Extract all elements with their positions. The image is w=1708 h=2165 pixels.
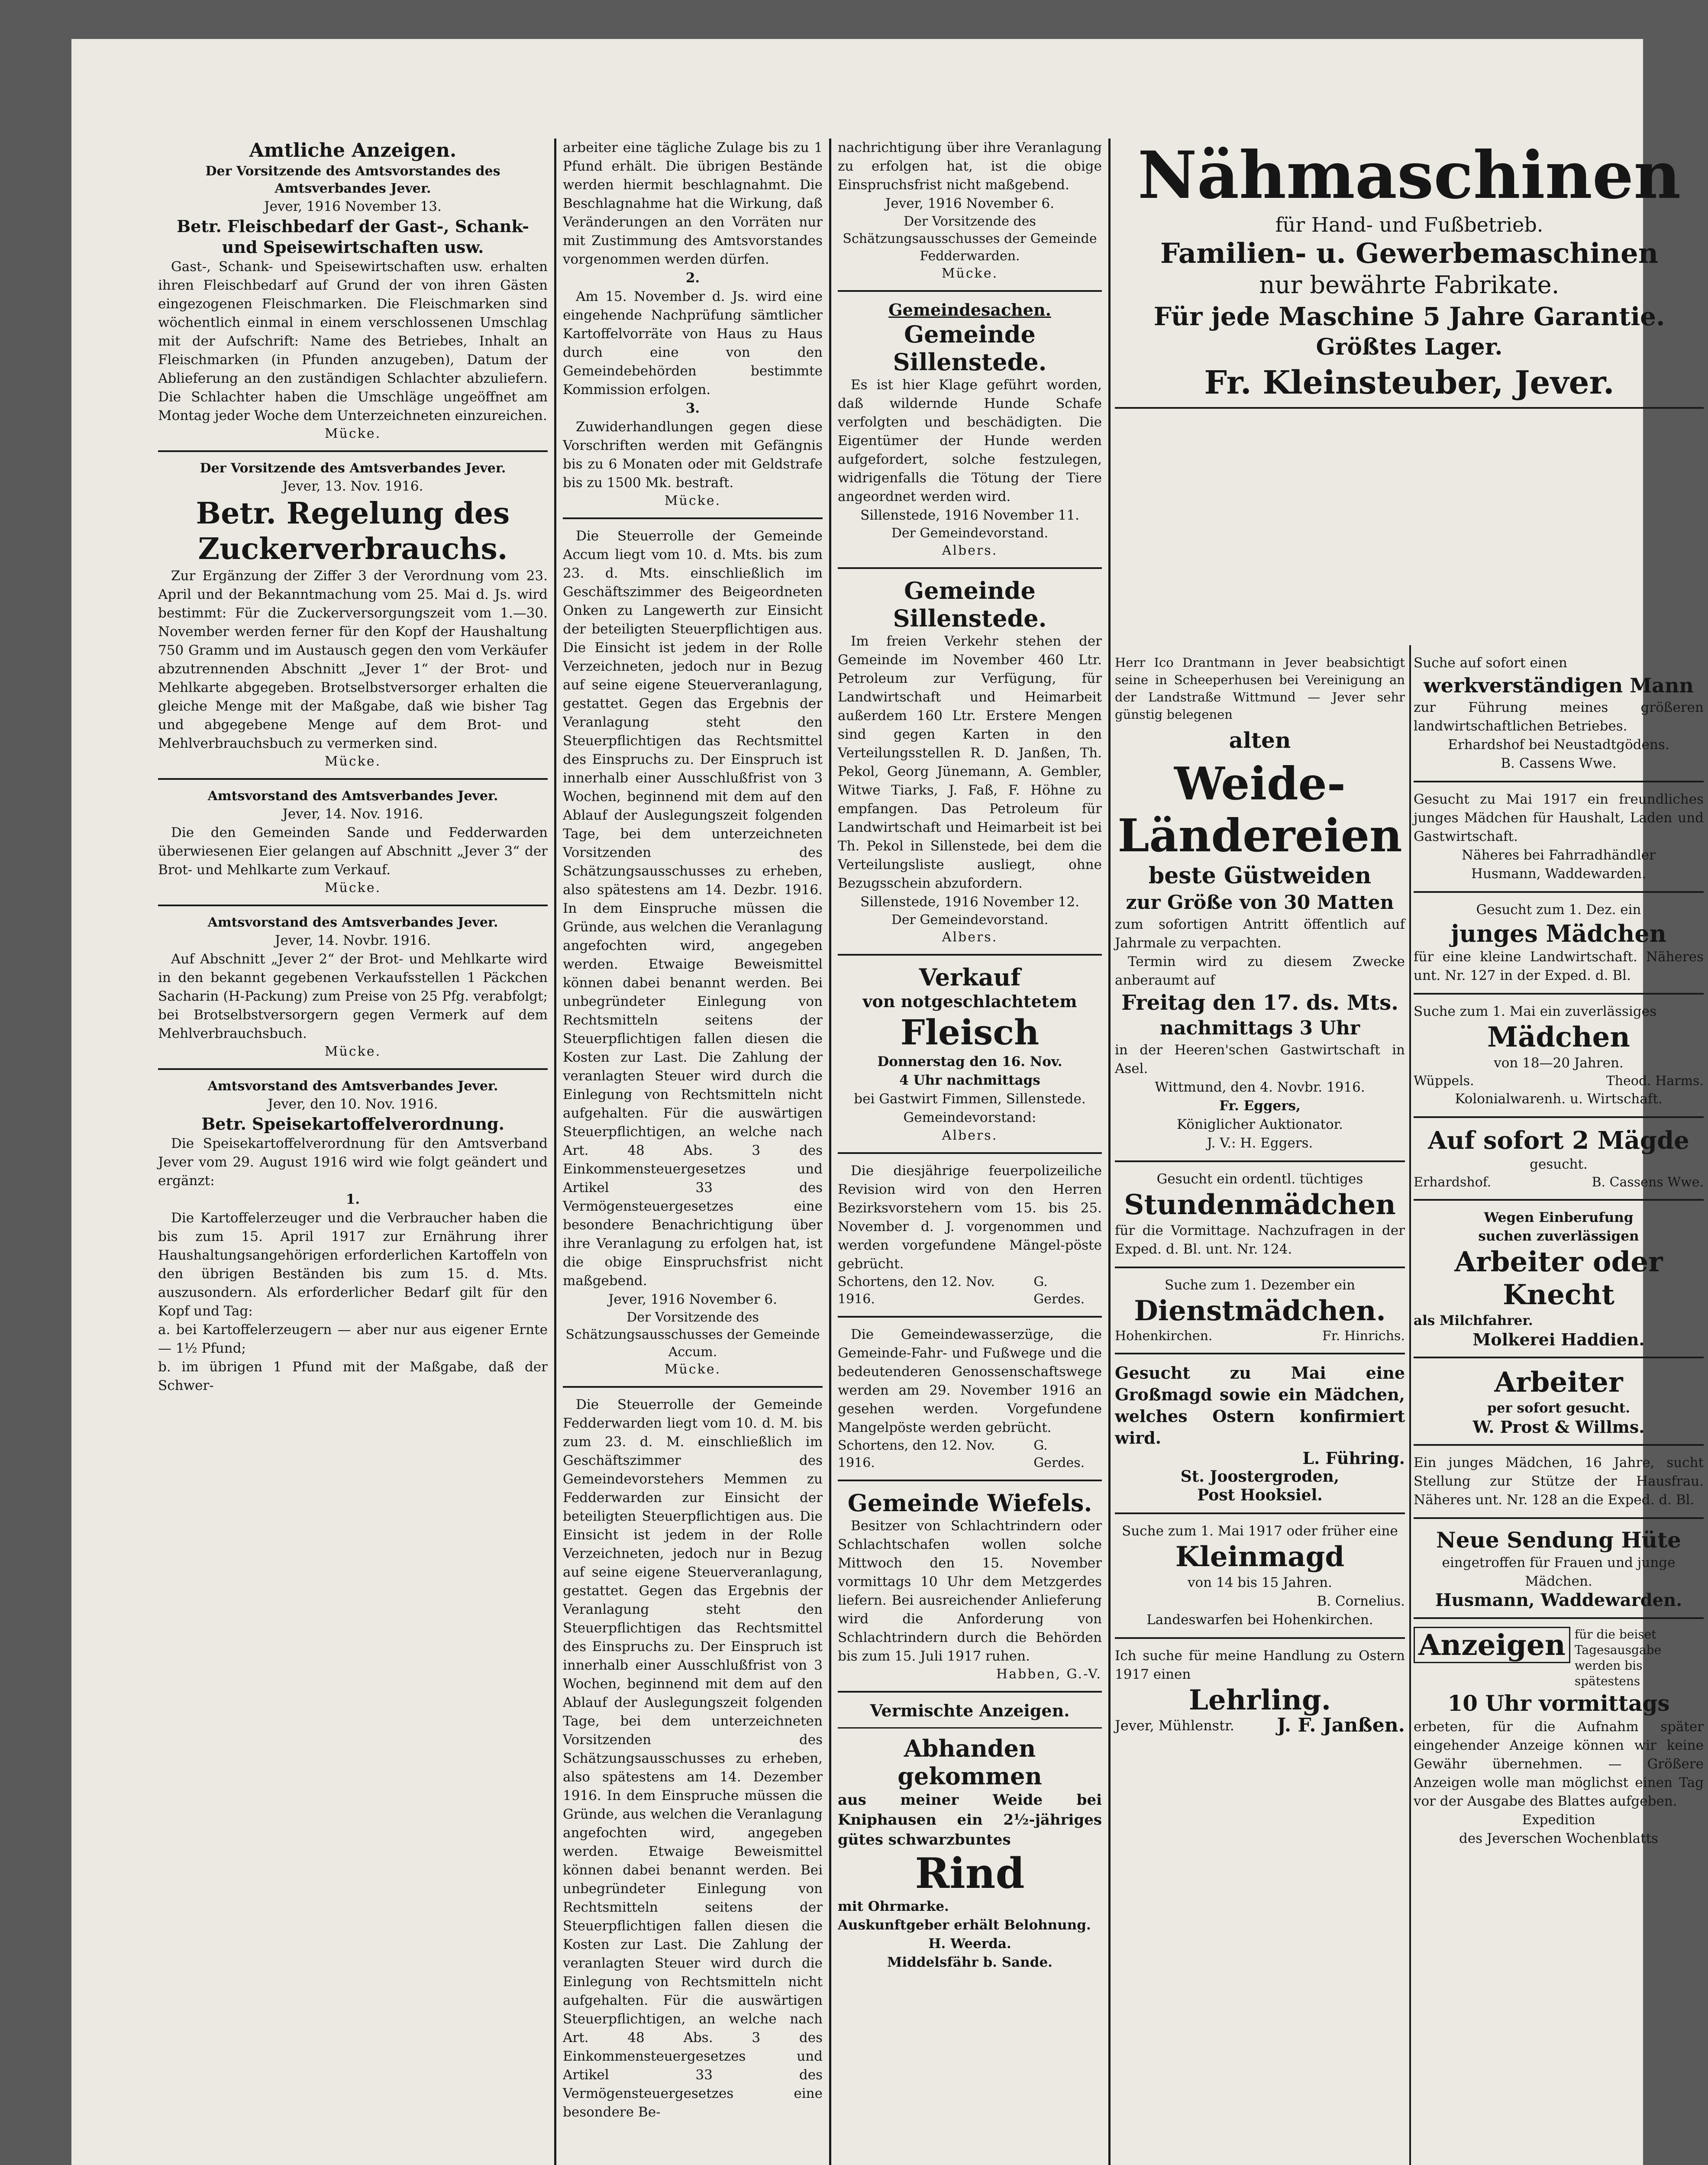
ad-name: L. Führing.: [1302, 1448, 1405, 1468]
notice-signature: Mücke.: [941, 266, 998, 281]
ad-headline: Für jede Maschine 5 Jahre Garantie.: [1153, 302, 1665, 331]
ad-body: in der Heeren'schen Gastwirtschaft in Asel.: [1115, 1042, 1405, 1076]
divider: [158, 778, 548, 780]
column-rule: [1108, 139, 1111, 2165]
ad-firm: Fr. Kleinsteuber, Jever.: [1204, 364, 1614, 401]
notice-dateline: Schortens, den 12. Nov. 1916.: [838, 1274, 995, 1307]
ad-big: werkverständigen Mann: [1424, 674, 1694, 697]
ad-place: Wüppels.: [1414, 1073, 1474, 1089]
ad-headline: Familien- u. Gewerbemaschinen: [1160, 237, 1659, 270]
ad-big: Ländereien: [1117, 809, 1402, 862]
notice-issuer: Der Gemeindevorstand.: [891, 526, 1049, 541]
ad-big: Stundenmädchen: [1124, 1189, 1396, 1221]
divider: [158, 450, 548, 452]
ad-column-rule: [1409, 645, 1411, 2165]
divider: [1414, 1517, 1704, 1519]
notice-issuer: Amtsvorstand des Amtsverbandes Jever.: [207, 915, 498, 930]
notice-body: arbeiter eine tägliche Zulage bis zu 1 Pfund erhält. Die übrigen Bestände werden hiermit beschlagnahmt. Die Beschlagnahme hat die Wirkung, daß Veränderungen an den Vorräten nur mit Zustimmung des Amtsvorstandes vorgenommen werden dürfen.: [563, 140, 823, 267]
ad-when: Donnerstag den 16. Nov.: [877, 1054, 1062, 1070]
notice-body: Zuwiderhandlungen gegen diese Vorschriften werden mit Gefängnis bis zu 6 Monaten oder mit Geldstrafe bis zu 1500 Mk. bestraft.: [563, 419, 823, 491]
divider: [1414, 1357, 1704, 1358]
newspaper-page: [71, 39, 1704, 2165]
ad-name: B. Cornelius.: [1317, 1593, 1405, 1609]
ad-name: Theod. Harms.: [1606, 1073, 1704, 1089]
divider: [838, 1316, 1102, 1318]
ad-dateline: Wittmund, den 4. Novbr. 1916.: [1155, 1079, 1365, 1095]
notice-issuer: Der Vorsitzende des Amtsvorstandes des Amtsverbandes Jever.: [205, 164, 500, 196]
ad-column-left: [1115, 654, 1405, 1734]
ad-body: Ein junges Mädchen, 16 Jahre, sucht Stellung zur Stütze der Hausfrau. Näheres unt. Nr. 128 an die Exped. d. Bl.: [1414, 1455, 1704, 1508]
ad-deadline-head: [1414, 1627, 1704, 1689]
divider: [1414, 1617, 1704, 1619]
notice-signature: Mücke.: [664, 1362, 721, 1377]
notice-signature: Mücke.: [324, 754, 381, 769]
ad-footer: [1115, 1714, 1405, 1736]
ad-body: von 14 bis 15 Jahren.: [1188, 1575, 1332, 1590]
ad-footer: [1414, 1174, 1704, 1191]
divider: [158, 905, 548, 906]
section-title-official: Amtliche Anzeigen.: [249, 139, 457, 162]
ad-headline: 10 Uhr vormittags: [1447, 1690, 1670, 1716]
notice-dateline: Jever, 1916 November 13.: [264, 199, 442, 214]
ad-name: Fr. Hinrichs.: [1322, 1328, 1405, 1344]
ad-intro: Gesucht ein ordentl. tüchtiges: [1156, 1171, 1363, 1187]
notice-issuer: Amtsvorstand des Amtsverbandes Jever.: [207, 1079, 498, 1094]
dateline-row: [838, 1273, 1102, 1308]
notice-title: Betr. Fleischbedarf der Gast-, Schank- und Speisewirtschaften usw.: [177, 216, 529, 257]
divider: [1115, 407, 1704, 409]
ad-name: W. Prost & Willms.: [1472, 1417, 1645, 1437]
divider: [838, 1152, 1102, 1154]
ad-name: J. V.: H. Eggers.: [1207, 1135, 1313, 1151]
divider: [838, 567, 1102, 569]
notice-signature: Habben, G.-V.: [996, 1667, 1102, 1682]
notice-dateline: Jever, den 10. Nov. 1916.: [268, 1096, 438, 1112]
ad-body: Termin wird zu diesem Zwecke anberaumt auf: [1115, 954, 1405, 988]
ad-name: Husmann, Waddewarden.: [1471, 866, 1646, 882]
ad-place: Hohenkirchen.: [1115, 1328, 1213, 1344]
ad-subtitle: für Hand- und Fußbetrieb.: [1275, 213, 1543, 236]
ad-body: für die Vormittage. Nachzufragen in der Exped. d. Bl. unt. Nr. 124.: [1115, 1223, 1405, 1257]
ad-intro: Suche zum 1. Dezember ein: [1164, 1277, 1356, 1293]
ad-name: J. F. Janßen.: [1277, 1714, 1405, 1736]
ad-title: Abhanden gekommen: [898, 1735, 1042, 1790]
ad-big: Mädchen: [1487, 1021, 1630, 1053]
ad-name: B. Cassens Wwe.: [1592, 1175, 1704, 1190]
ad-body: für die beiset Tagesausgabe werden bis spätestens: [1574, 1627, 1662, 1688]
notice-signature: Mücke.: [324, 1044, 381, 1059]
ad-name: Expedition: [1522, 1812, 1595, 1828]
ad-big: Knecht: [1503, 1279, 1614, 1311]
ad-shop: Kolonialwarenh. u. Wirtschaft.: [1455, 1091, 1663, 1107]
notice-issuer: Der Gemeindevorstand.: [891, 912, 1049, 927]
paragraph-number: 2.: [685, 270, 700, 286]
divider: [1115, 1160, 1405, 1162]
ad-sewing-machines: [1115, 139, 1704, 404]
notice-body: Die Speisekartoffelverordnung für den Amtsverband Jever vom 29. August 1916 wird wie folgt geändert und ergänzt:: [158, 1136, 548, 1189]
divider: [1115, 1267, 1405, 1268]
notice-issuer: Gemeindevorstand:: [903, 1110, 1036, 1125]
ad-body: zur Führung meines größeren landwirtschaftlichen Betriebes.: [1414, 700, 1704, 734]
ad-date: Freitag den 17. ds. Mts.: [1121, 991, 1398, 1015]
notice-dateline: Schortens, den 12. Nov. 1916.: [838, 1438, 995, 1470]
ad-footer: [1115, 1328, 1405, 1345]
ad-where: bei Gastwirt Fimmen, Sillenstede.: [854, 1091, 1086, 1107]
notice-dateline: Sillenstede, 1916 November 11.: [860, 507, 1079, 523]
ad-name: des Jeverschen Wochenblatts: [1459, 1831, 1658, 1846]
column-rule: [554, 139, 556, 2165]
notice-body: nachrichtigung über ihre Veranlagung zu erfolgen hat, ist die obige Einspruchsfrist nicht maßgebend.: [838, 140, 1102, 193]
notice-dateline: Jever, 13. Nov. 1916.: [282, 478, 423, 494]
ad-intro: suchen zuverlässigen: [1478, 1228, 1639, 1244]
ad-big: Fleisch: [900, 1012, 1040, 1053]
ad-intro: Suche auf sofort einen: [1414, 655, 1567, 671]
column-rule: [829, 139, 831, 2165]
notice-signature: G. Gerdes.: [1033, 1438, 1085, 1470]
divider: [563, 1386, 823, 1388]
divider: [1115, 1637, 1405, 1639]
ad-intro: Suche zum 1. Mai 1917 oder früher eine: [1122, 1523, 1398, 1539]
divider: [838, 290, 1102, 292]
ad-when: 4 Uhr nachmittags: [899, 1073, 1040, 1088]
notice-issuer: Der Vorsitzende des Amtsverbandes Jever.: [200, 461, 506, 476]
ad-place: St. Joostergroden,: [1180, 1467, 1340, 1486]
ad-name: Königlicher Auktionator.: [1177, 1117, 1343, 1132]
divider: [1115, 1353, 1405, 1354]
ad-intro: Wegen Einberufung: [1484, 1210, 1634, 1225]
notice-body: Gast-, Schank- und Speisewirtschaften usw. erhalten ihren Fleischbedarf auf Grund der von ihren Gästen eingezogenen Fleischmarken. Die Fleischmarken sind wöchentlich einmal in einem verschlossenen Umschlag mit der Aufschrift: Name des Betriebes, Inhalt an Fleischmarken (in Pfunden anzugeben), Datum der Ablieferung an den zuständigen Schlachter abzuliefern. Die Schlachter haben die Umschläge ungeöffnet am Montag jeder Woche dem Unterzeichneten einzureichen.: [158, 259, 548, 423]
ad-big: Arbeiter oder: [1454, 1246, 1663, 1278]
notice-title: Gemeinde Sillenstede.: [893, 577, 1047, 632]
ad-body: zum sofortigen Antritt öffentlich auf Jahrmale zu verpachten.: [1115, 917, 1405, 951]
notice-signature: G. Gerdes.: [1033, 1274, 1085, 1307]
ad-big: Lehrling.: [1188, 1684, 1331, 1716]
ad-body: Näheres bei Fahrradhändler: [1462, 847, 1656, 863]
notice-dateline: Sillenstede, 1916 November 12.: [860, 894, 1079, 910]
notice-body: Die Kartoffelerzeuger und die Verbraucher haben die bis zum 15. April 1917 zur Ernährung ihrer Haushaltungsangehörigen erforderlichen Kartoffeln von den übrigen Beständen bis zum 15. d. Mts. auszusondern. Als erforderlicher Bedarf gilt für den Kopf und Tag:: [158, 1210, 548, 1319]
divider: [838, 1727, 1102, 1729]
ad-headline: alten: [1229, 727, 1291, 753]
ad-name: Husmann, Waddewarden.: [1435, 1590, 1682, 1610]
ad-place: Landeswarfen bei Hohenkirchen.: [1146, 1612, 1373, 1628]
divider: [1414, 1199, 1704, 1201]
ad-big: Auf sofort 2 Mägde: [1428, 1126, 1689, 1155]
notice-signature: Albers.: [942, 1128, 998, 1143]
ad-place: Post Hooksiel.: [1197, 1486, 1323, 1504]
ad-body: von 18—20 Jahren.: [1494, 1055, 1624, 1071]
ad-intro: Suche zum 1. Mai ein zuverlässiges: [1414, 1004, 1656, 1019]
notice-body: Am 15. November d. Js. wird eine eingehende Nachprüfung sämtlicher Kartoffelvorräte von Haus zu Haus durch eine von den Gemeindebehörden bestimmte Kommission erfolgen.: [563, 289, 823, 397]
ad-big: Kleinmagd: [1175, 1541, 1345, 1573]
ad-big: Anzeigen: [1414, 1627, 1570, 1663]
divider: [838, 1691, 1102, 1693]
divider: [563, 517, 823, 519]
ad-name: H. Weerda.: [928, 1936, 1011, 1952]
ad-body: erbeten, für die Aufnahm später eingehender Anzeige können wir keine Gewähr übernehmen. — Größere Anzeigen wolle man möglichst einen Tag vor der Ausgabe des Blattes aufgeben.: [1414, 1719, 1704, 1809]
notice-title: Betr. Regelung des Zuckerverbrauchs.: [196, 496, 510, 566]
ad-big: junges Mädchen: [1451, 920, 1666, 947]
divider: [1414, 891, 1704, 893]
list-item: b. im übrigen 1 Pfund mit der Maßgabe, daß der Schwer-: [158, 1359, 548, 1393]
notice-body: Auf Abschnitt „Jever 2“ der Brot- und Mehlkarte wird in den bekannt gegebenen Verkaufsstellen 1 Päckchen Sacharin (H-Packung) zum Preise von 25 Pfg. verabfolgt; bei Brotselbstversorgern gegen Vermerk auf dem Mehlverbrauchsbuch.: [158, 951, 548, 1041]
ad-subtitle: beste Güstweiden: [1148, 863, 1372, 889]
ad-date: nachmittags 3 Uhr: [1159, 1017, 1360, 1039]
notice-body: Die Steuerrolle der Gemeinde Fedderwarden liegt vom 10. d. M. bis zum 23. d. M. einschließlich im Geschäftszimmer des Gemeindevorstehers Memmen zu Fedderwarden zur Einsicht der beteiligten Steuerpflichtigen aus. Die Einsicht ist jedem in der Rolle Verzeichneten, jedoch nur in Bezug auf seine eigene Steuerveranlagung, gestattet. Gegen das Ergebnis der Veranlagung steht den Steuerpflichtigen das Rechtsmittel des Einspruchs zu. Der Einspruch ist innerhalb einer Ausschlußfrist von 3 Wochen, beginnend mit dem auf den Ablauf der Auslegungszeit folgenden Tage, bei dem unterzeichneten Vorsitzenden des Schätzungsausschusses zu erheben, also spätestens am 14. Dezember 1916. In dem Einspruche müssen die Gründe, aus welchen die Veranlagung angefochten wird, angegeben werden. Etwaige Beweismittel können dabei benannt werden. Bei unbegründeter Einlegung von Rechtsmitteln seitens der Steuerpflichtigen fallen diesen die Kosten zur Last. Die Zahlung der veranlagten Steuer wird durch die Einlegung von Rechtsmitteln nicht aufgehalten. Für die auswärtigen Steuerpflichtigen, an welche nach Art. 48 Abs. 3 des Einkommensteuergesetzes und Artikel 33 des Vermögensteuergesetzes eine besondere Be-: [563, 1397, 823, 2120]
section-title-misc: Vermischte Anzeigen.: [870, 1701, 1070, 1720]
list-item: a. bei Kartoffelerzeugern — aber nur aus eigener Ernte — 1½ Pfund;: [158, 1322, 548, 1356]
column-official-notices: [158, 139, 548, 1395]
ad-title: Nähmaschinen: [1137, 137, 1681, 213]
ad-big: Dienstmädchen.: [1134, 1295, 1386, 1327]
ad-place: Jever, Mühlenstr.: [1115, 1717, 1234, 1734]
notice-body: Besitzer von Schlachtrindern oder Schlachtschafen wollen solche Mittwoch den 15. November vormittags 10 Uhr dem Metzgerdes liefern. Bei ausreichender Anlieferung wird die Anforderung von Schlachtrindern durch die Behörden bis zum 15. Juli 1917 ruhen.: [838, 1518, 1102, 1664]
ad-big: Weide-: [1174, 757, 1346, 810]
ad-place: Erhardshof bei Neustadtgödens.: [1448, 737, 1669, 753]
ad-big: Rind: [915, 1849, 1025, 1898]
notice-dateline: Jever, 1916 November 6.: [885, 196, 1054, 211]
paragraph-number: 1.: [345, 1192, 360, 1207]
ad-body: gesucht.: [1530, 1157, 1588, 1172]
ad-intro: Gesucht zum 1. Dez. ein: [1476, 902, 1641, 918]
notice-body: Es ist hier Klage geführt worden, daß wildernde Hunde Schafe verfolgten und beschädigten. Die Eigentümer der Hunde werden aufgefordert, solche festzulegen, widrigenfalls die Tötung der Tiere angeordnet werden wird.: [838, 377, 1102, 504]
ad-body: Herr Ico Drantmann in Jever beabsichtigt seine in Scheeperhusen bei Vereinigung an der Landstraße Wittmund — Jever sehr günstig belegenen: [1115, 655, 1405, 722]
notice-body: Die den Gemeinden Sande und Fedderwarden überwiesenen Eier gelangen auf Abschnitt „Jever 3“ der Brot- und Mehlkarte zum Verkauf.: [158, 825, 548, 878]
divider: [1414, 993, 1704, 995]
divider: [838, 954, 1102, 956]
divider: [1414, 781, 1704, 782]
ad-column-right: [1414, 654, 1704, 1848]
notice-signature: Mücke.: [324, 426, 381, 441]
ad-subtitle: zur Größe von 30 Matten: [1126, 892, 1394, 914]
ad-subtitle: nur bewährte Fabrikate.: [1259, 271, 1559, 299]
divider: [1414, 1116, 1704, 1118]
dateline-row: [838, 1437, 1102, 1472]
ad-body: aus meiner Weide bei Kniphausen ein 2½-jähriges gütes schwarzbuntes: [838, 1791, 1102, 1848]
ad-title: Verkauf: [919, 963, 1021, 991]
ad-body: für eine kleine Landwirtschaft. Näheres unt. Nr. 127 in der Exped. d. Bl.: [1414, 949, 1704, 983]
ad-body: als Milchfahrer.: [1414, 1313, 1533, 1328]
notice-body: Die Gemeindewasserzüge, die Gemeinde-Fahr- und Fußwege und die bedeutenderen Genossenschaftswege werden am 29. November 1916 an gesehen werden. Vorgefundene Mangelpöste werden gebrücht.: [838, 1327, 1102, 1435]
notice-title: Gemeinde Wiefels.: [847, 1489, 1092, 1517]
ad-body: Gesucht zu Mai eine Großmagd sowie ein Mädchen, welches Ostern konfirmiert wird.: [1115, 1363, 1405, 1448]
notice-signature: Mücke.: [324, 880, 381, 895]
notice-dateline: Jever, 14. Nov. 1916.: [282, 806, 423, 822]
ad-body: Gesucht zu Mai 1917 ein freundliches junges Mädchen für Haushalt, Laden und Gastwirtschaft.: [1414, 792, 1704, 844]
divider: [1414, 1444, 1704, 1446]
advertisement-area: [1115, 139, 1704, 2165]
divider: [158, 1068, 548, 1070]
ad-body: eingetroffen für Frauen und junge Mädchen.: [1442, 1555, 1676, 1589]
notice-title: Gemeinde Sillenstede.: [893, 320, 1047, 376]
ad-big: Arbeiter: [1494, 1366, 1623, 1399]
ad-body: per sofort gesucht.: [1487, 1400, 1631, 1416]
ad-intro: Ich suche für meine Handlung zu Ostern 1917 einen: [1115, 1648, 1405, 1682]
ad-body: mit Ohrmarke.: [838, 1899, 949, 1914]
ad-name: Molkerei Haddien.: [1472, 1330, 1645, 1349]
notice-signature: Mücke.: [664, 493, 721, 508]
notice-signature: Albers.: [942, 930, 998, 945]
ad-subtitle: von notgeschlachtetem: [862, 992, 1077, 1011]
divider: [1115, 1512, 1405, 1514]
notice-body: Die diesjährige feuerpolizeiliche Revision wird von den Herren Bezirksvorstehern vom 15. bis 25. November d. J. vorgenommen und werden vorgefundene Mängel-pöste gebrücht.: [838, 1163, 1102, 1272]
ad-subtitle: Größtes Lager.: [1316, 334, 1503, 360]
notice-dateline: Jever, 1916 November 6.: [608, 1292, 777, 1307]
notice-issuer: Amtsvorstand des Amtsverbandes Jever.: [207, 788, 498, 804]
notice-body: Im freien Verkehr stehen der Gemeinde im November 460 Ltr. Petroleum zur Verfügung, für Landwirtschaft und Heimarbeit außerdem 160 Ltr. Erstere Mengen sind gegen Karten in den Verteilungsstellen R. D. Janßen, Th. Pekol, Georg Jünemann, A. Gembler, Witwe Tiarks, J. Faß, F. Höhne zu empfangen. Das Petroleum für Landwirtschaft und Heimarbeit ist bei Th. Pekol in Sillenstede, bei dem die Verteilungsliste ausliegt, ohne Bezugsschein abzufordern.: [838, 633, 1102, 891]
column-municipal: [838, 139, 1102, 1972]
ad-name: Fr. Eggers,: [1219, 1098, 1301, 1114]
notice-body: Zur Ergänzung der Ziffer 3 der Verordnung vom 23. April und der Bekanntmachung vom 25. Mai d. Js. wird bestimmt: Für die Zuckerversorgungszeit vom 1.—30. November werden ferner für den Kopf der Haushaltung 750 Gramm und im Austausch gegen den vom Verkäufer abzutrennenden Abschnitt „Jever 1“ der Brot- und Mehlkarte abgegeben. Brotselbstversorger erhalten die gleiche Menge mit der Maßgabe, daß wie bisher Tag und abgegebene Menge auf dem Brot- und Mehlverbrauchsbuch zu vermerken sind.: [158, 568, 548, 751]
divider: [838, 1480, 1102, 1481]
notice-issuer: Der Vorsitzende des Schätzungsausschusses der Gemeinde Accum.: [565, 1310, 820, 1360]
ad-place: Erhardshof.: [1414, 1175, 1492, 1190]
ad-footer: [1414, 1073, 1704, 1090]
notice-signature: Albers.: [942, 543, 998, 558]
ad-big: Neue Sendung Hüte: [1436, 1527, 1681, 1553]
notice-dateline: Jever, 14. Novbr. 1916.: [275, 933, 431, 948]
column-tax-notices: [563, 139, 823, 2122]
section-title-municipal: Gemeindesachen.: [888, 300, 1051, 320]
ad-place: Middelsfähr b. Sande.: [887, 1955, 1053, 1970]
notice-body: Die Steuerrolle der Gemeinde Accum liegt vom 10. d. Mts. bis zum 23. d. Mts. einschließlich im Geschäftszimmer des Beigeordneten Onken zu Langewerth zur Einsicht der beteiligten Steuerpflichtigen aus. Die Einsicht ist jedem in der Rolle Verzeichneten, jedoch nur in Bezug auf seine eigene Steuerveranlagung, gestattet. Gegen das Ergebnis der Veranlagung steht den Steuerpflichtigen das Rechtsmittel des Einspruchs zu. Der Einspruch ist innerhalb einer Ausschlußfrist von 3 Wochen, beginnend mit dem auf den Ablauf der Auslegungszeit folgenden Tage, bei dem unterzeichneten Vorsitzenden des Schätzungsausschusses zu erheben, also spätestens am 14. Dezbr. 1916. In dem Einspruche müssen die Gründe, aus welchen die Veranlagung angefochten wird, angegeben werden. Etwaige Beweismittel können dabei benannt werden. Bei unbegründeter Einlegung von Rechtsmitteln seitens der Steuerpflichtigen fallen diesen die Kosten zur Last. Die Zahlung der veranlagten Steuer wird durch die Einlegung von Rechtsmitteln nicht aufgehalten. Für die auswärtigen Steuerpflichtigen, an welche nach Art. 48 Abs. 3 des Einkommensteuergesetzes und Artikel 33 des Vermögensteuergesetzes eine besondere Benachrichtigung über ihre Veranlagung zu erfolgen hat, ist die obige Einspruchsfrist nicht maßgebend.: [563, 528, 823, 1289]
paragraph-number: 3.: [685, 401, 700, 416]
page-content: [158, 139, 1708, 2165]
ad-body: Auskunftgeber erhält Belohnung.: [838, 1917, 1091, 1933]
notice-title: Betr. Speisekartoffelverordnung.: [201, 1114, 504, 1134]
notice-issuer: Der Vorsitzende des Schätzungsausschusses der Gemeinde Fedderwarden.: [843, 214, 1097, 264]
ad-name: B. Cassens Wwe.: [1501, 756, 1617, 771]
